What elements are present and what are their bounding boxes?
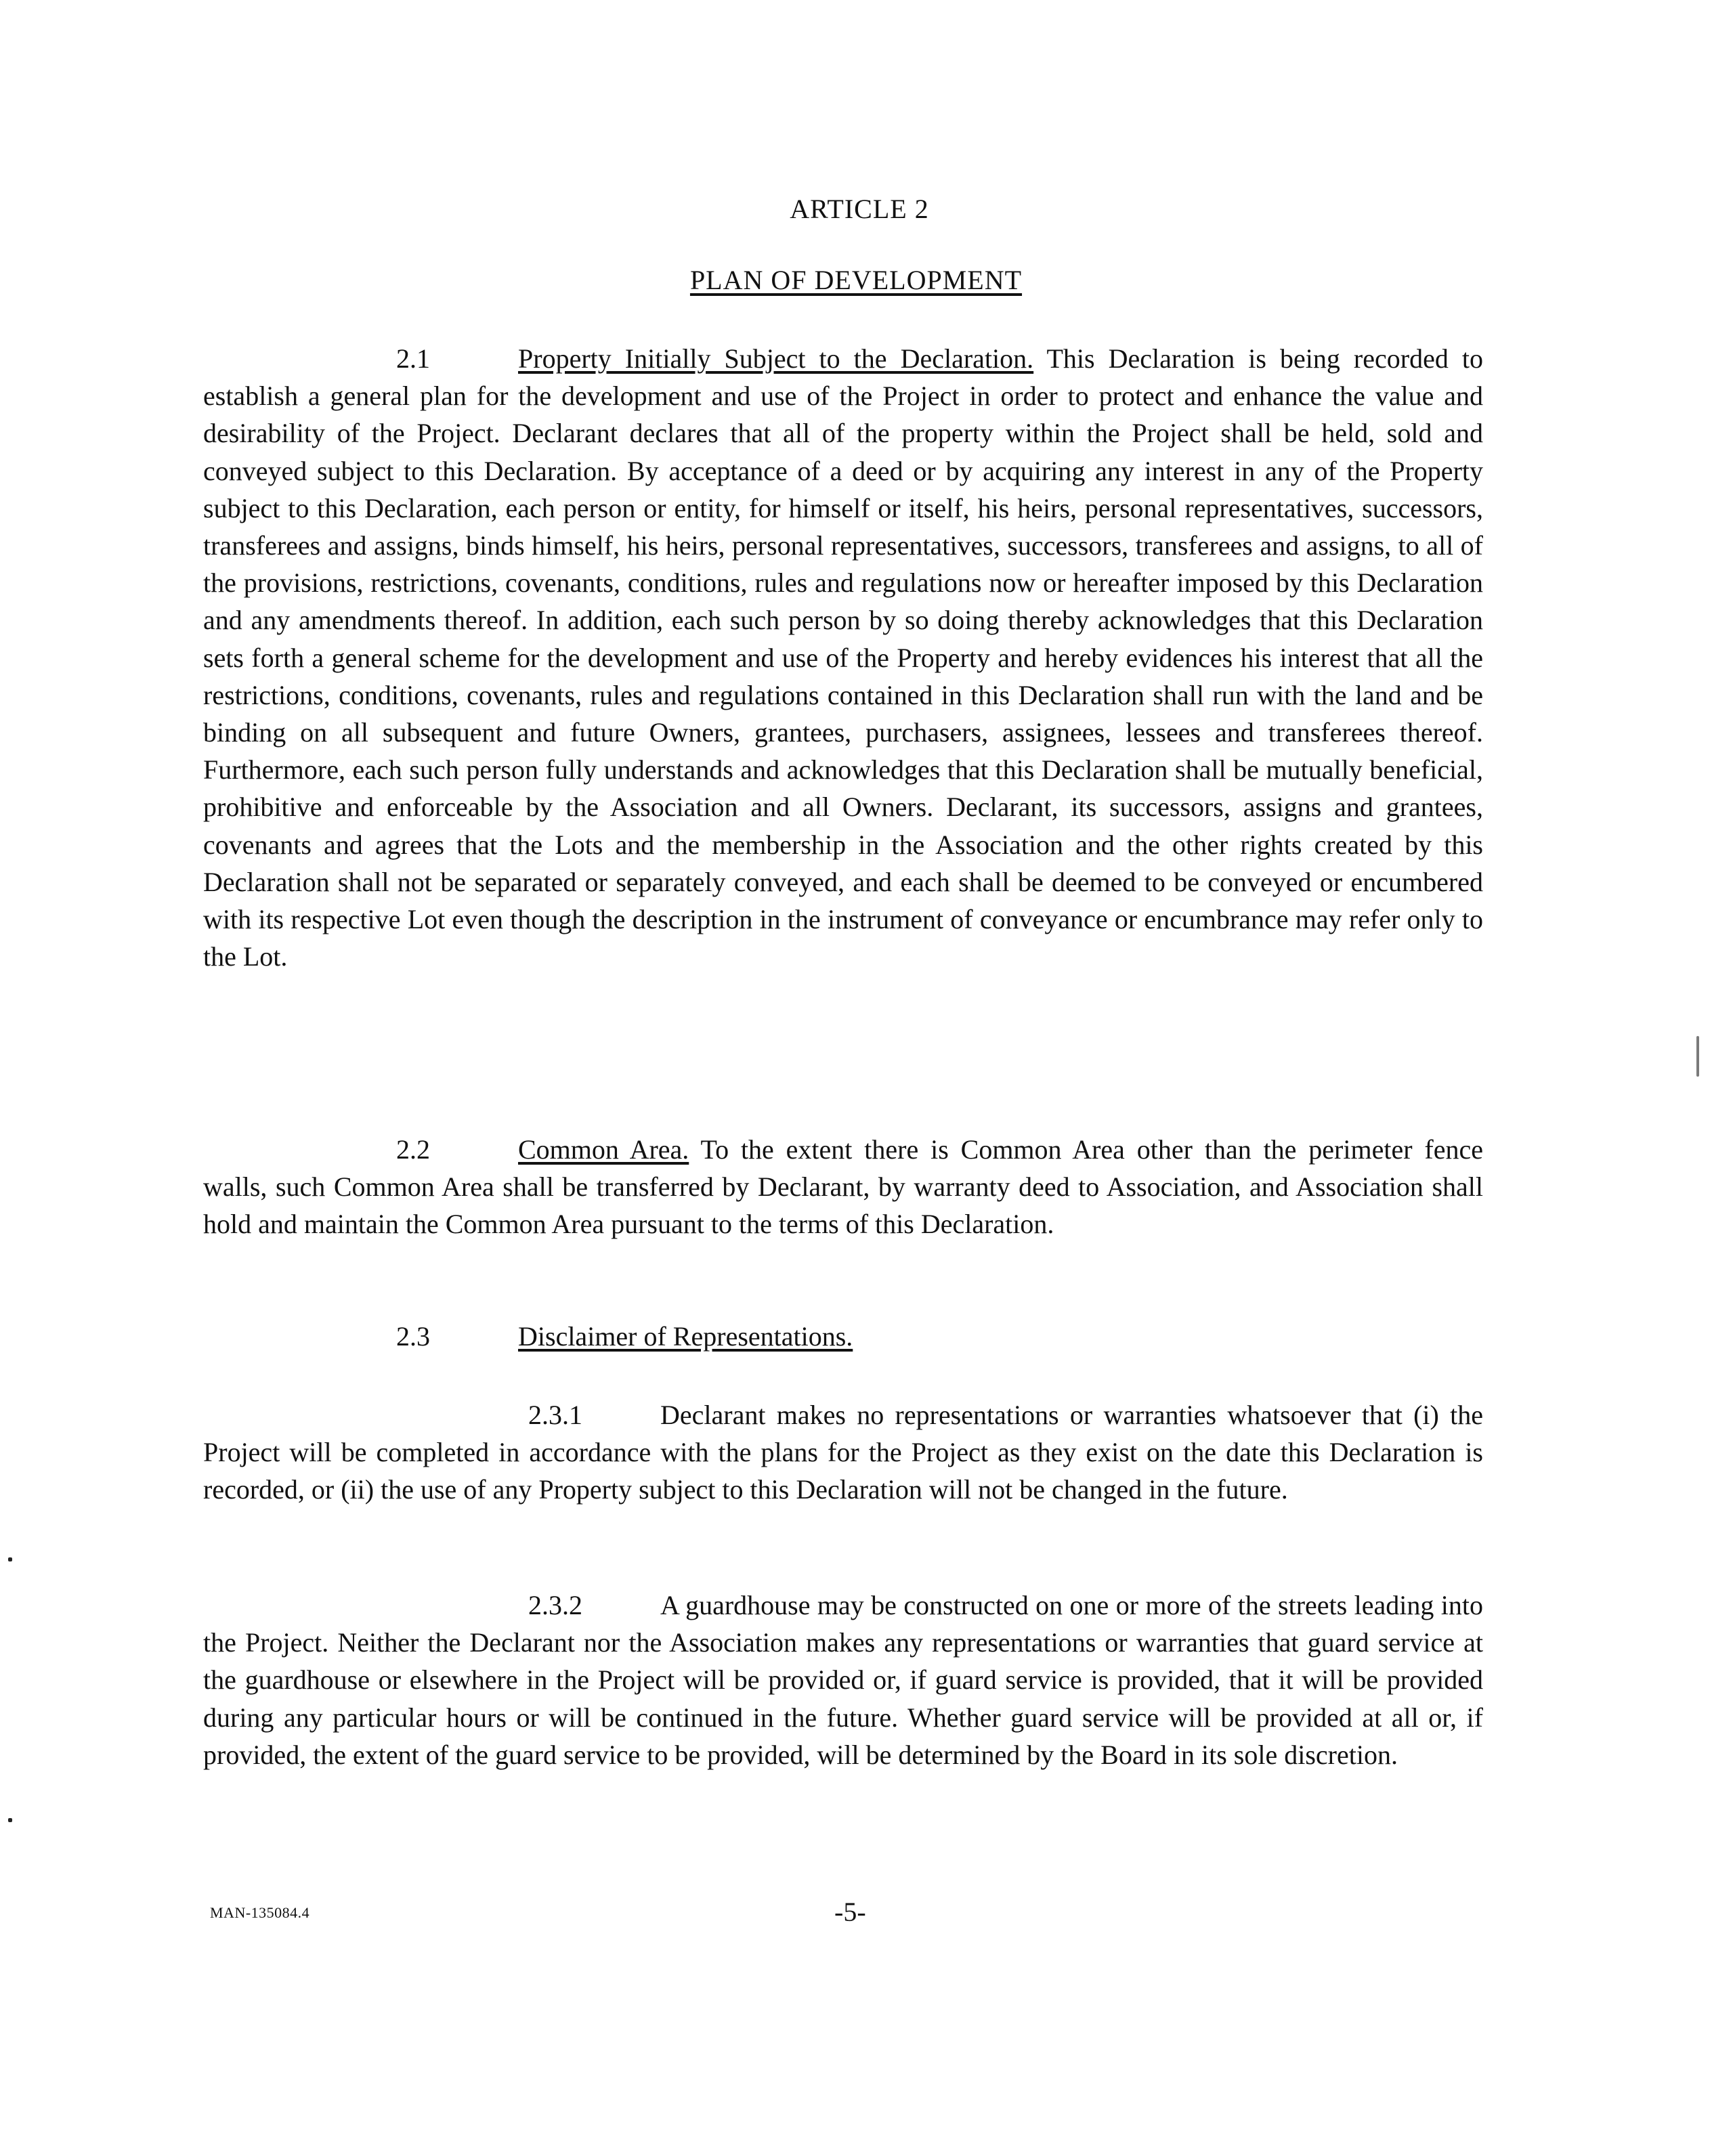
title-text: PLAN OF DEVELOPMENT <box>689 265 1023 295</box>
title-heading <box>0 264 1712 296</box>
section-body: Declarant makes no representations or warranties whatsoever that (i) the Project will be completed in accordance with the plans for the Project as they exist on the date this Declaration is recorded, or (ii) the use of any Property subject to this Declaration will not be changed in the future. <box>203 1400 1483 1505</box>
scan-speck <box>1696 1036 1699 1077</box>
section-2-3-2 <box>203 1587 1483 1773</box>
section-heading: Common Area. <box>518 1134 689 1165</box>
scan-speck <box>8 1818 12 1822</box>
section-2-3-1 <box>203 1396 1483 1509</box>
section-number: 2.3 <box>396 1321 430 1352</box>
section-body: This Declaration is being recorded to establish a general plan for the development and use of the Project in order to protect and enhance the value and desirability of the Project. Declarant declares that all of the property within the Project shall be held, sold and conveyed subject to this Declaration. By acceptance of a deed or by acquiring any interest in any of the Property subject to this Declaration, each person or entity, for himself or itself, his heirs, personal representatives, successors, transferees and assigns, binds himself, his heirs, personal representatives, successors, transferees and assigns, to all of the provisions, restrictions, covenants, conditions, rules and regulations now or hereafter imposed by this Declaration and any amendments thereof. In addition, each such person by so doing thereby acknowledges that this Declaration sets forth a general scheme for the development and use of the Property and hereby evidences his interest that all the restrictions, conditions, covenants, rules and regulations contained in this Declaration shall run with the land and be binding on all subsequent and future Owners, grantees, purchasers, assignees, lessees and transferees thereof. Furthermore, each such person fully understands and acknowledges that this Declaration shall be mutually beneficial, prohibitive and enforceable by the Association and all Owners. Declarant, its successors, assigns and grantees, covenants and agrees that the Lots and the membership in the Association and the other rights created by this Declaration shall not be separated or separately conveyed, and each shall be deemed to be conveyed or encumbered with its respective Lot even though the description in the instrument of conveyance or encumbrance may refer only to the Lot. <box>203 343 1483 972</box>
section-2-3 <box>203 1320 853 1352</box>
section-heading: Property Initially Subject to the Declaration. <box>518 343 1034 374</box>
section-number: 2.1 <box>396 343 430 374</box>
section-number: 2.3.2 <box>528 1590 582 1620</box>
document-code: MAN-135084.4 <box>210 1904 310 1921</box>
section-body: A guardhouse may be constructed on one or more of the streets leading into the Project. Neither the Declarant nor the Association makes any representations or warranties that guard service at the guardhouse or elsewhere in the Project will be provided or, if guard service is provided, that it will be provided during any particular hours or will be continued in the future. Whether guard service will be provided at all or, if provided, the extent of the guard service to be provided, will be determined by the Board in its sole discretion. <box>203 1590 1483 1770</box>
scan-speck <box>8 1557 12 1561</box>
section-number: 2.3.1 <box>528 1400 582 1430</box>
page-number: -5- <box>834 1897 866 1927</box>
section-body: To the extent there is Common Area other than the perimeter fence walls, such Common Area shall be transferred by Declarant, by warranty deed to Association, and Association shall hold and maintain the Common Area pursuant to the terms of this Declaration. <box>203 1134 1483 1240</box>
section-number: 2.2 <box>396 1134 430 1165</box>
article-heading: ARTICLE 2 <box>790 194 929 224</box>
section-heading: Disclaimer of Representations. <box>518 1321 853 1352</box>
section-2-2 <box>203 1131 1483 1243</box>
section-2-1 <box>203 340 1483 975</box>
